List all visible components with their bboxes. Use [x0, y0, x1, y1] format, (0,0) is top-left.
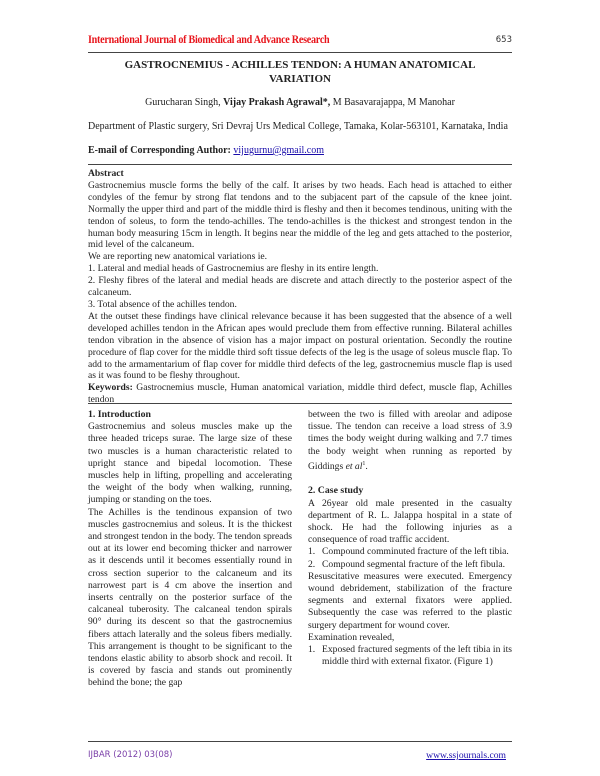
injuries-list [308, 546, 512, 570]
section-heading-introduction: 1. Introduction [88, 409, 151, 420]
article-title [88, 58, 512, 86]
list-item [308, 546, 512, 558]
list-text: Compound segmental fracture of the left fibula. [322, 558, 506, 570]
abstract-heading: Abstract [88, 168, 124, 179]
keywords-label: Keywords: [88, 382, 133, 394]
title-line: GASTROCNEMIUS - ACHILLES TENDON: A HUMAN ANATOMICAL [124, 59, 476, 71]
et-al: et al [345, 461, 363, 472]
list-number: 1. [308, 546, 316, 558]
abstract-paragraph: 2. Fleshy fibres of the lateral and medial heads are discrete and attach directly to the posterior aspect of the calcaneum. [88, 275, 512, 299]
spacer [308, 473, 512, 485]
list-number: 2. [308, 558, 316, 570]
keywords-text: Gastrocnemius muscle, Human anatomical variation, middle third defect, muscle flap, Achilles tendon [88, 382, 512, 406]
corresponding-author: Vijay Prakash Agrawal*, [223, 97, 331, 108]
reference-citation[interactable]: 1 [362, 460, 366, 467]
body-paragraph: Resuscitative measures were executed. Emergency wound debridement, stabilization of the fracture segments and external fixators were applied. Subsequently the case was referred to the plastic surgery department for wound cover. [308, 570, 512, 631]
abstract-paragraph: We are reporting new anatomical variations ie. [88, 251, 268, 263]
body-paragraph [308, 409, 512, 473]
abstract-paragraph: 3. Total absence of the achilles tendon. [88, 298, 237, 310]
body-paragraph: A 26year old male presented in the casualty department of R. L. Jalappa hospital in a state of shock. He had the following injuries as a consequence of road traffic accident. [308, 497, 512, 546]
list-text: Exposed fractured segments of the left tibia in its middle third with external fixator. (Figure 1) [322, 644, 512, 668]
footer-website-link[interactable]: www.ssjournals.com [426, 750, 506, 761]
email-link[interactable]: vijugurnu@gmail.com [233, 145, 324, 156]
page-number: 653 [495, 35, 512, 45]
findings-list [308, 644, 512, 668]
body-paragraph: The Achilles is the tendinous expansion of two muscles gastrocnemius and soleus. It is the thickest and strongest tendon in the body. The tendon spreads out at its lower end becoming thicker and narrower as it descends until it becomes essentially round in cross section superior to the calcaneum and its narrowest part is 4 cm above the insertion and inserts centrally on the posterior surface of the calcaneal tuberosity. The calcaneal tendon spirals 90° during its descent so that the gastrocnemius fibers attach laterally and the soleus fibers medially. This arrangement is thought to be significant to the tendons elastic ability to absorb shock and recoil. It is covered by fascia and stands out prominently behind the bone; the gap [88, 506, 292, 689]
body-paragraph: Examination revealed, [308, 631, 395, 643]
abstract-paragraph: At the outset these findings have clinical relevance because it has been suggested that the absence of a well developed achilles tendon in the African apes would preclude them from effective running. Bilateral achilles tendon vibration in the absence of vision has a major impact on postural orientation. Secondly the routine procedure of flap cover for the middle third soft tissue defects of the leg is the usage of soleus muscle flap. To add to the armamentarium of flap cover for middle third defects of the leg, gastrocnemius muscle flap is used as it was found to be fleshy throughout. [88, 310, 512, 382]
punctuation: . [365, 461, 368, 472]
list-item [308, 559, 512, 571]
abstract-top-rule [88, 164, 512, 165]
authors [88, 97, 512, 108]
footer-rule [88, 741, 512, 742]
title-line: VARIATION [269, 73, 331, 85]
list-number: 1. [308, 644, 316, 656]
abstract-bottom-rule [88, 403, 512, 404]
list-text: Compound comminuted fracture of the left tibia. [322, 546, 509, 558]
journal-name: International Journal of Biomedical and Advance Research [88, 34, 330, 46]
body-paragraph: Gastrocnemius and soleus muscles make up the three headed triceps surae. The large size of these two muscles is a human characteristic related to upright stance and bipedal locomotion. These muscles help in lifting, propelling and accelerating the weight of the body when walking, running, jumping or standing on the toes. [88, 421, 292, 506]
footer-citation: IJBAR (2012) 03(08) [88, 750, 173, 760]
affiliation: Department of Plastic surgery, Sri Devraj Urs Medical College, Tamaka, Kolar-563101, Karnataka, India [88, 121, 508, 132]
author: Gurucharan Singh, [145, 97, 224, 108]
list-item [308, 644, 512, 668]
email-label: E-mail of Corresponding Author: [88, 145, 234, 156]
author: M Basavarajappa, M Manohar [330, 97, 455, 108]
section-heading-case-study: 2. Case study [308, 485, 364, 497]
left-column [88, 409, 292, 690]
abstract-paragraph: Gastrocnemius muscle forms the belly of the calf. It arises by two heads. Each head is attached to either condyles of the femur by strong flat tendons and to the subjacent part of the capsule of the knee joint. Normally the upper third and part of the middle third is fleshy and then it becomes tendinous, uniting with the tendon of soleus, to form the tendo-achilles. The tendo-achilles is the thickest and strongest tendon in the human body measuring 15cm in length. It begins near the middle of the leg and gets attached to the posterior, mid level of the calcaneum. [88, 179, 512, 251]
running-header [88, 34, 512, 50]
corresponding-email [88, 145, 324, 156]
abstract-paragraph: 1. Lateral and medial heads of Gastrocnemius are fleshy in its entire length. [88, 263, 379, 275]
header-rule [88, 52, 512, 53]
paragraph-text: between the two is filled with areolar and adipose tissue. The tendon can receive a load stress of 3.9 times the body weight during walking and 7.7 times the body weight when running as reported by Giddings [308, 409, 512, 472]
right-column [308, 409, 512, 668]
abstract [88, 168, 512, 406]
